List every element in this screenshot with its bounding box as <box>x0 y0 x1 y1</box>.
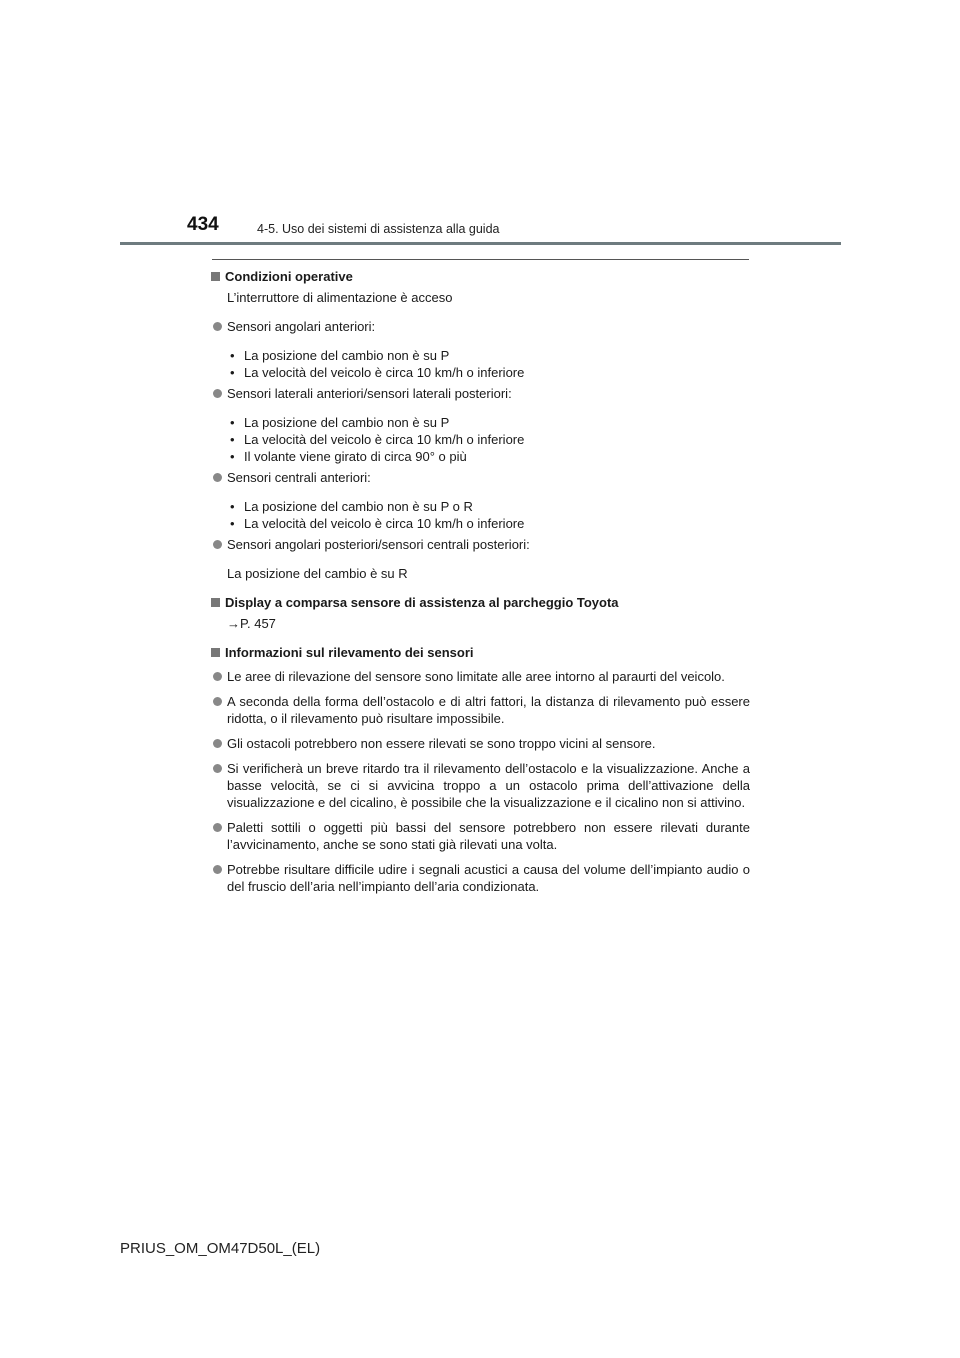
bullet-text: Potrebbe risultare difficile udire i segnali acustici a causa del volume dell’impianto audio o del fruscio dell’aria nell’impianto dell’aria condizionata. <box>227 862 750 894</box>
bullet-text: A seconda della forma dell’ostacolo e di altri fattori, la distanza di rilevamento può essere ridotta, o il rilevamento può risultare impossibile. <box>227 694 750 726</box>
circle-bullet-icon <box>213 389 222 398</box>
page-reference-link[interactable]: →P. 457 <box>227 616 276 631</box>
document-code-footer: PRIUS_OM_OM47D50L_(EL) <box>120 1240 321 1257</box>
sub-list <box>211 347 750 381</box>
sub-list-item: • La posizione del cambio non è su P <box>230 348 450 363</box>
square-bullet-icon <box>211 648 220 657</box>
bullet-text: Sensori centrali anteriori: <box>227 470 371 485</box>
list-item <box>211 819 750 853</box>
page-number: 434 <box>187 214 219 235</box>
circle-bullet-icon <box>213 540 222 549</box>
list-item <box>211 861 750 895</box>
section-heading-display <box>211 594 750 611</box>
heading-text: Condizioni operative <box>225 269 353 284</box>
bullet-text: Gli ostacoli potrebbero non essere rilevati se sono troppo vicini al sensore. <box>227 736 656 751</box>
list-item <box>211 469 750 486</box>
circle-bullet-icon <box>213 697 222 706</box>
sub-list-item: • La posizione del cambio non è su P <box>230 415 450 430</box>
circle-bullet-icon <box>213 823 222 832</box>
sub-list-item: • La posizione del cambio non è su P o R <box>230 499 473 514</box>
bullet-text: Sensori angolari posteriori/sensori centrali posteriori: <box>227 537 530 552</box>
bullet-text: Le aree di rilevazione del sensore sono limitate alle aree intorno al paraurti del veicolo. <box>227 669 725 684</box>
sub-list-item: • La velocità del veicolo è circa 10 km/h o inferiore <box>230 516 525 531</box>
circle-bullet-icon <box>213 473 222 482</box>
bullet-text: Sensori angolari anteriori: <box>227 319 376 334</box>
section-title: 4-5. Uso dei sistemi di assistenza alla guida <box>257 222 500 236</box>
section-intro: L’interruttore di alimentazione è acceso <box>227 290 453 305</box>
bullet-note: La posizione del cambio è su R <box>227 566 408 581</box>
sub-list <box>211 414 750 465</box>
sub-list-item: • La velocità del veicolo è circa 10 km/h o inferiore <box>230 432 525 447</box>
content-rule <box>212 259 749 260</box>
list-item <box>211 318 750 335</box>
circle-bullet-icon <box>213 764 222 773</box>
list-item <box>211 760 750 811</box>
document-content <box>211 268 750 899</box>
bullet-text: Sensori laterali anteriori/sensori laterali posteriori: <box>227 386 512 401</box>
heading-text: Informazioni sul rilevamento dei sensori <box>225 645 474 660</box>
circle-bullet-icon <box>213 672 222 681</box>
list-item <box>211 735 750 752</box>
list-item <box>211 668 750 685</box>
bullet-text: Si verificherà un breve ritardo tra il rilevamento dell’ostacolo e la visualizzazione. Anche a basse velocità, se ci si avvicina troppo a un ostacolo prima dell’attivazione della visualizzazione e del cicalino, è possibile che la visualizzazione e il cicalino non si attivino. <box>227 761 750 810</box>
section-heading-condizioni <box>211 268 750 285</box>
sub-list-item: • Il volante viene girato di circa 90° o più <box>230 449 467 464</box>
section-heading-informazioni <box>211 644 750 661</box>
heading-text: Display a comparsa sensore di assistenza al parcheggio Toyota <box>225 595 619 610</box>
square-bullet-icon <box>211 598 220 607</box>
bullet-text: Paletti sottili o oggetti più bassi del sensore potrebbero non essere rilevati durante l’avvicinamento, anche se sono stati già rilevati una volta. <box>227 820 750 852</box>
header-rule <box>120 242 841 245</box>
sub-list-item: • La velocità del veicolo è circa 10 km/h o inferiore <box>230 365 525 380</box>
circle-bullet-icon <box>213 865 222 874</box>
square-bullet-icon <box>211 272 220 281</box>
circle-bullet-icon <box>213 739 222 748</box>
list-item <box>211 536 750 553</box>
sub-list <box>211 498 750 532</box>
circle-bullet-icon <box>213 322 222 331</box>
list-item <box>211 693 750 727</box>
list-item <box>211 385 750 402</box>
